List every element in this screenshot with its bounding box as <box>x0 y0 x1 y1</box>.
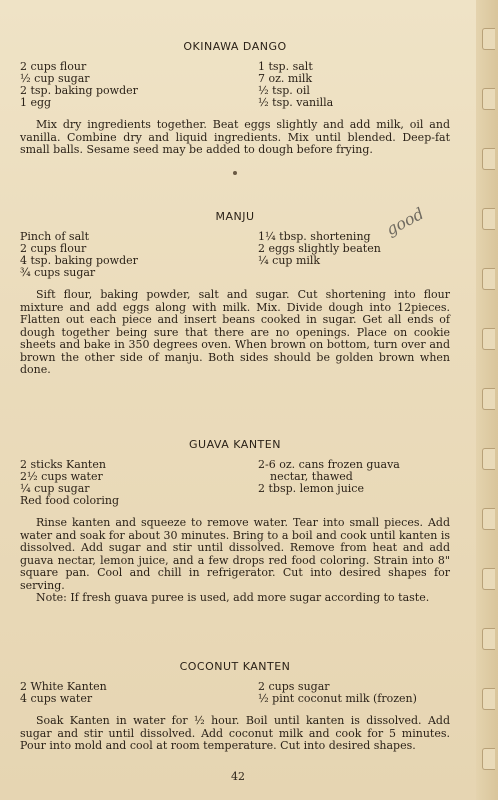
ingredients-right-column <box>258 231 450 279</box>
decorative-dot <box>233 171 237 175</box>
recipe-title: MANJU <box>215 210 255 223</box>
ingredient: ¼ cup sugar <box>20 482 90 495</box>
ingredient: 2 cups sugar <box>258 680 330 693</box>
ingredient: nectar, thawed <box>270 470 353 483</box>
page-number: 42 <box>231 770 245 783</box>
ingredients-left-column <box>20 231 258 279</box>
binding-tab <box>482 268 495 290</box>
ingredients-left-column <box>20 459 258 507</box>
ingredient: 1 tsp. salt <box>258 60 313 73</box>
ingredients-left-column <box>20 61 258 109</box>
recipe-guava-kanten <box>20 438 450 605</box>
handwritten-note: good <box>382 203 427 240</box>
ingredients-list <box>20 459 450 507</box>
binding-tab <box>482 328 495 350</box>
ingredient: ¾ cups sugar <box>20 266 96 279</box>
ingredient: ½ cup sugar <box>20 72 90 85</box>
recipe-title: GUAVA KANTEN <box>189 438 281 451</box>
binding-tab <box>482 628 495 650</box>
spiral-binding <box>476 0 498 800</box>
recipe-title: COCONUT KANTEN <box>179 660 291 673</box>
binding-tab <box>482 208 495 230</box>
ingredient: 4 tsp. baking powder <box>20 254 138 267</box>
ingredients-list <box>20 231 450 279</box>
instructions <box>20 119 450 157</box>
binding-tab <box>482 688 495 710</box>
binding-tab <box>482 388 495 410</box>
ingredient: Pinch of salt <box>20 230 90 243</box>
instructions <box>20 715 450 753</box>
instruction-paragraph: Sift flour, baking powder, salt and sugar. Cut shortening into flour mixture and add eggs along with milk. Mix. Divide dough into 12pieces. Flatten out each piece and insert beans cooked in sugar. Get all ends of dough together being sure that there are no openings. Place on cookie sheets and bake in 350 degrees oven. When brown on bottom, turn over and brown the other side of manju. Both sides should be golden brown when done. <box>20 288 450 376</box>
ingredient: 2 tbsp. lemon juice <box>258 482 364 495</box>
ingredient: ½ tsp. oil <box>258 84 310 97</box>
instruction-paragraph: Rinse kanten and squeeze to remove water. Tear into small pieces. Add water and soak for about 30 minutes. Bring to a boil and cook until kanten is dissolved. Add sugar and stir until dissolved. Remove from heat and add guava nectar, lemon juice, and a few drops red food coloring. Strain into 8" square pan. Cool and chill in refrigerator. Cut into desired shapes for serving. <box>20 516 450 592</box>
ingredient: 2 tsp. baking powder <box>20 84 138 97</box>
instruction-note: Note: If fresh guava puree is used, add more sugar according to taste. <box>36 591 430 604</box>
ingredient: 1 egg <box>20 96 52 109</box>
ingredient: 7 oz. milk <box>258 72 313 85</box>
ingredient: 4 cups water <box>20 692 93 705</box>
ingredient: 2 cups flour <box>20 60 87 73</box>
ingredients-right-column <box>258 681 450 705</box>
recipe-title: OKINAWA DANGO <box>183 40 287 53</box>
binding-tab <box>482 748 495 770</box>
instructions <box>20 517 450 605</box>
ingredient: 2½ cups water <box>20 470 103 483</box>
instructions <box>20 289 450 377</box>
instruction-paragraph: Soak Kanten in water for ½ hour. Boil until kanten is dissolved. Add sugar and stir until dissolved. Add coconut milk and cook for 5 minutes. Pour into mold and cool at room temperature. Cut into desired shapes. <box>20 714 450 752</box>
binding-tab <box>482 88 495 110</box>
ingredient: ½ tsp. vanilla <box>258 96 334 109</box>
ingredient: 2 sticks Kanten <box>20 458 106 471</box>
recipe-coconut-kanten <box>20 660 450 753</box>
ingredient: 2-6 oz. cans frozen guava <box>258 458 400 471</box>
instruction-paragraph: Mix dry ingredients together. Beat eggs slightly and add milk, oil and vanilla. Combine dry and liquid ingredients. Mix until blended. Deep-fat small balls. Sesame seed may be added to dough before frying. <box>20 118 450 156</box>
ingredient: ¼ cup milk <box>258 254 321 267</box>
binding-tab <box>482 28 495 50</box>
binding-tab <box>482 148 495 170</box>
ingredient: ½ pint coconut milk (frozen) <box>258 692 417 705</box>
ingredients-right-column <box>258 61 450 109</box>
binding-tab <box>482 508 495 530</box>
recipe-okinawa-dango <box>20 40 450 157</box>
ingredient: 2 White Kanten <box>20 680 107 693</box>
ingredient: 1¼ tbsp. shortening <box>258 230 371 243</box>
ingredients-list <box>20 681 450 705</box>
ingredients-left-column <box>20 681 258 705</box>
ingredient: Red food coloring <box>20 494 120 507</box>
binding-tab <box>482 568 495 590</box>
ingredient: 2 eggs slightly beaten <box>258 242 381 255</box>
recipe-manju <box>20 210 450 377</box>
ingredient: 2 cups flour <box>20 242 87 255</box>
binding-tab <box>482 448 495 470</box>
ingredients-right-column <box>258 459 450 507</box>
ingredients-list <box>20 61 450 109</box>
